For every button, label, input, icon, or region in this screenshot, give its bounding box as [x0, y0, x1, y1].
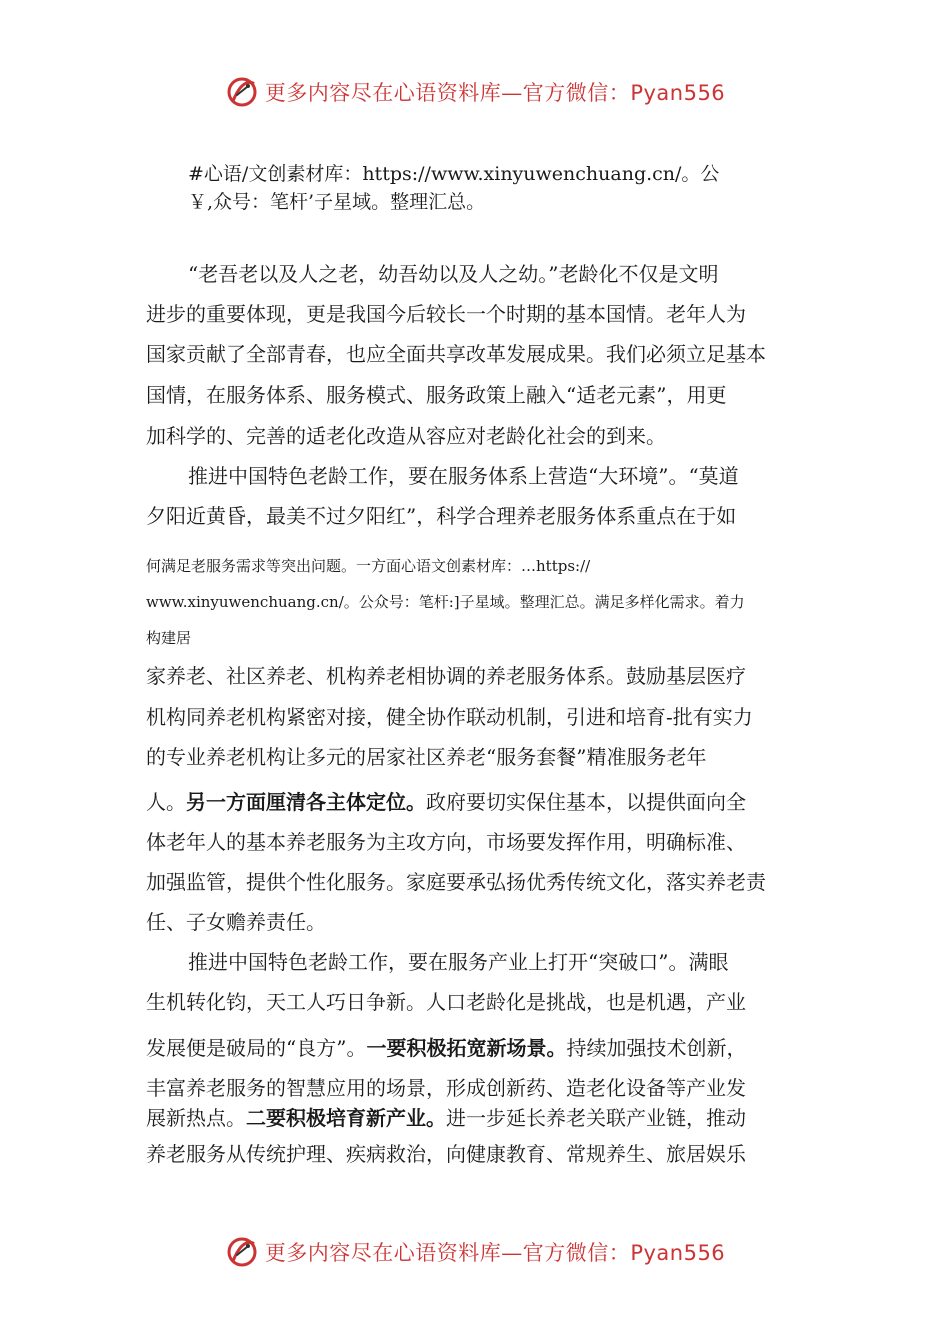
- text-line: ￥,众号：笔杆’子星域。整理汇总。: [188, 191, 486, 213]
- text-line: 国情，在服务体系、服务模式、服务政策上融入“适老元素”，用更: [146, 383, 727, 407]
- text-line: 推进中国特色老龄工作，要在服务体系上营造“大环境”。“莫道: [188, 464, 739, 488]
- banner-text: 更多内容尽在心语资料库—官方微信：Pyan556: [264, 1241, 726, 1265]
- text-line: 的专业养老机构让多元的居家社区养老“服务套餐”精准服务老年: [146, 745, 707, 769]
- footer-banner: [0, 1230, 950, 1274]
- text-line: 任、子女赡养责任。: [146, 910, 326, 934]
- text-line: “老吾老以及人之老，幼吾幼以及人之幼。”老龄化不仅是文明: [188, 262, 719, 286]
- text-line: 丰富养老服务的智慧应用的场景，形成创新药、造老化设备等产业发: [146, 1076, 746, 1100]
- text-line: www.xinyuwenchuang.cn/。公众号：笔杆:]子星域。整理汇总。满足多样化需求。着力: [146, 593, 745, 611]
- text-line: 生机转化钧，天工人巧日争新。人口老龄化是挑战，也是机遇，产业: [146, 990, 746, 1014]
- text-line: 国家贡献了全部青春，也应全面共享改革发展成果。我们必须立足基本: [146, 342, 766, 366]
- banner-text: 更多内容尽在心语资料库—官方微信：Pyan556: [264, 81, 726, 105]
- text-line-mixed: 人。另一方面厘清各主体定位。政府要切实保住基本，以提供面向全: [146, 790, 746, 814]
- text-line: 家养老、社区养老、机构养老相协调的养老服务体系。鼓励基层医疗: [146, 664, 746, 688]
- text-line: 养老服务从传统护理、疾病救治，向健康教育、常规养生、旅居娱乐: [146, 1142, 746, 1166]
- text-line: 进步的重要体现，更是我国今后较长一个时期的基本国情。老年人为: [146, 302, 746, 326]
- bold-heading: 另一方面厘清各主体定位。: [186, 790, 426, 814]
- text-line: 体老年人的基本养老服务为主攻方向，市场要发挥作用，明确标准、: [146, 830, 746, 854]
- text-line: 机构同养老机构紧密对接，健全协作联动机制，引进和培育-批有实力: [146, 705, 753, 729]
- text-line: 夕阳近黄昏，最美不过夕阳红”，科学合理养老服务体系重点在于如: [146, 504, 737, 528]
- wechat-id: Pyan556: [630, 1241, 726, 1265]
- text-line: 推进中国特色老龄工作，要在服务产业上打开“突破口”。满眼: [188, 950, 729, 974]
- text-line-mixed: 发展便是破局的“良方”。一要积极拓宽新场景。持续加强技术创新，: [146, 1036, 747, 1060]
- bold-heading: 二要积极培育新产业。: [246, 1106, 446, 1130]
- text-line: 何满足老服务需求等突出问题。一方面心语文创素材库：…https://: [146, 557, 591, 575]
- logo-icon: [225, 75, 259, 109]
- text-line: 加科学的、完善的适老化改造从容应对老龄化社会的到来。: [146, 424, 666, 448]
- text-line: 构建居: [146, 629, 192, 647]
- logo-icon: [225, 1235, 259, 1269]
- text-line: #心语/文创素材库：https://www.xinyuwenchuang.cn/。公: [188, 163, 720, 185]
- text-line: 加强监管，提供个性化服务。家庭要承弘扬优秀传统文化，落实养老责: [146, 870, 766, 894]
- header-banner: [0, 70, 950, 114]
- bold-heading: 一要积极拓宽新场景。: [366, 1036, 567, 1060]
- wechat-id: Pyan556: [630, 81, 726, 105]
- text-line-mixed: 展新热点。二要积极培育新产业。进一步延长养老关联产业链，推动: [146, 1106, 746, 1130]
